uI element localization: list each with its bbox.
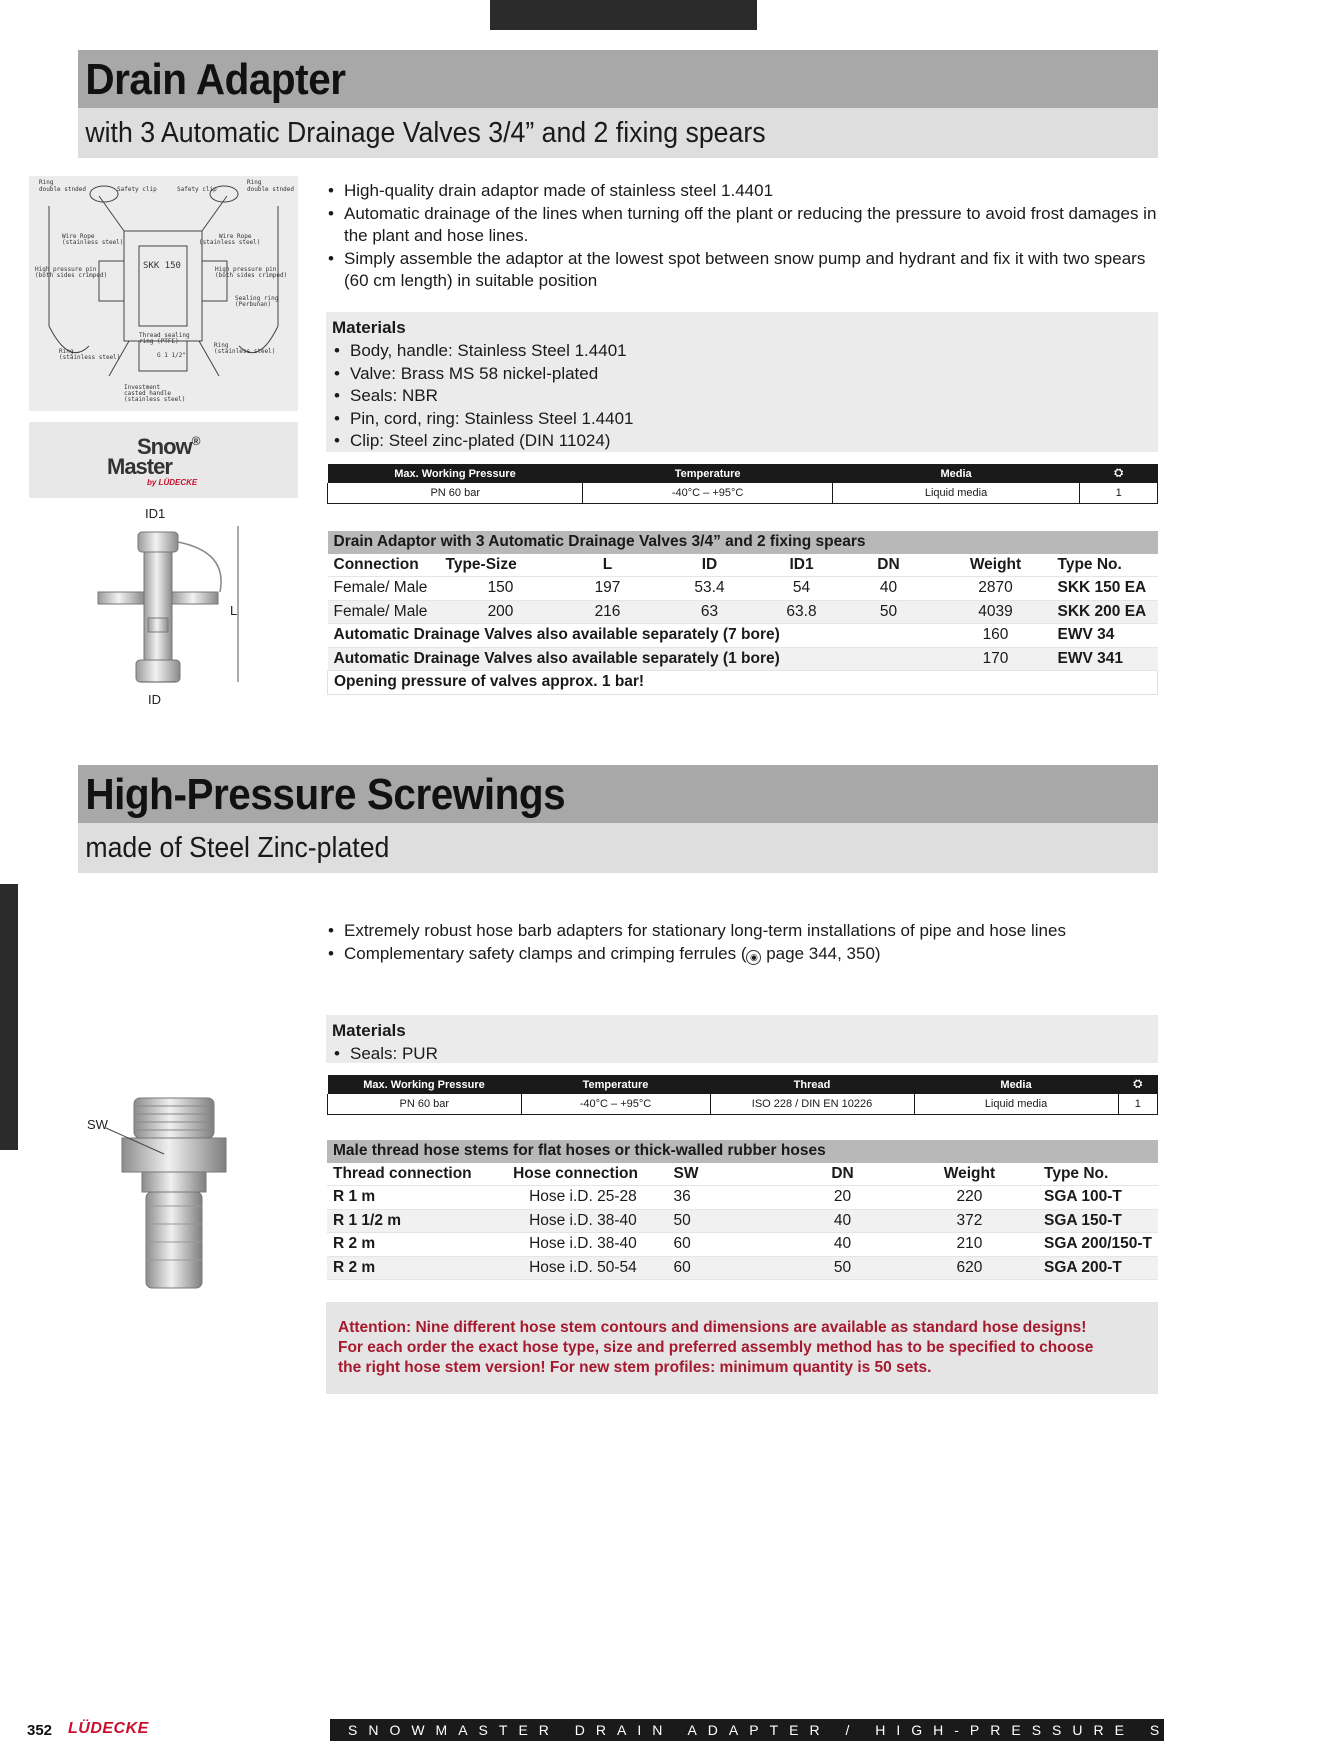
cell: SKK 150 EA	[1052, 577, 1158, 601]
hose-stem-photo	[104, 1094, 254, 1294]
weight-icon: ⛭	[1080, 464, 1158, 483]
col-header: SW	[668, 1163, 785, 1186]
top-tab-marker	[490, 0, 757, 30]
section2-title: High-Pressure Screwings	[85, 770, 566, 819]
cell: R 1 1/2 m	[327, 1209, 507, 1233]
cell: 220	[901, 1186, 1038, 1210]
drawing-label-wire-rope-left-2: (stainless steel)	[62, 239, 124, 246]
col-header: Hose connection	[507, 1163, 667, 1186]
section1-title: Drain Adapter	[85, 55, 346, 104]
label-id: ID	[148, 692, 161, 707]
cell: 50	[838, 600, 940, 624]
section1-product-table	[327, 531, 1158, 695]
table-row	[328, 624, 1158, 648]
table-row	[327, 1256, 1158, 1280]
bullet-text: page 344, 350)	[761, 943, 881, 963]
technical-drawing	[29, 176, 298, 411]
col-header: Connection	[328, 554, 440, 577]
cell: R 2 m	[327, 1256, 507, 1280]
col-header: Thread connection	[327, 1163, 507, 1186]
cell: 40	[784, 1233, 901, 1257]
spec-header: Temperature	[583, 464, 832, 483]
cell: 150	[440, 577, 562, 601]
section2-product-table	[327, 1140, 1158, 1280]
drawing-label-ring-bottom-right: Ring	[214, 342, 229, 349]
col-header: Weight	[901, 1163, 1038, 1186]
cell: 63	[654, 600, 766, 624]
material-item: • Seals: NBR	[332, 385, 1152, 408]
drawing-label-wire-rope-left: Wire Rope	[62, 233, 95, 240]
spec-value: PN 60 bar	[328, 483, 583, 504]
cell: 197	[562, 577, 654, 601]
bullet: • Automatic drainage of the lines when turning off the plant or reducing the pressure to avoid frost damages in the plant and hose lines.	[326, 203, 1161, 248]
col-header: Type No.	[1038, 1163, 1158, 1186]
table-row	[327, 1233, 1158, 1257]
material-item: • Clip: Steel zinc-plated (DIN 11024)	[332, 430, 1152, 453]
spec-header: Thread	[710, 1075, 914, 1094]
side-tab-marker	[0, 884, 18, 1150]
table-row	[328, 671, 1158, 695]
label-id1: ID1	[145, 506, 166, 521]
drawing-label-pin-left: High pressure pin	[35, 266, 97, 273]
drawing-label-safety-clip-2: Safety clip	[177, 186, 217, 193]
weight-icon: ⛭	[1118, 1075, 1158, 1094]
table-row	[328, 577, 1158, 601]
spec-header: Temperature	[521, 1075, 710, 1094]
section2-materials	[326, 1015, 1158, 1063]
cell: 53.4	[654, 577, 766, 601]
drawing-label-investment: Investment	[124, 384, 161, 391]
section1-subtitle: with 3 Automatic Drainage Valves 3/4” and 2 fixing spears	[85, 117, 766, 149]
attention-line: Attention: Nine different hose stem contours and dimensions are available as standard hose designs!	[338, 1319, 1087, 1336]
material-item: • Body, handle: Stainless Steel 1.4401	[332, 340, 1152, 363]
cell: 40	[784, 1209, 901, 1233]
cell: EWV 341	[1052, 647, 1158, 671]
cell: 40	[838, 577, 940, 601]
cell: EWV 34	[1052, 624, 1158, 648]
table-caption: Drain Adaptor with 3 Automatic Drainage Valves 3/4” and 2 fixing spears	[328, 531, 1158, 554]
cell: Hose i.D. 25-28	[507, 1186, 667, 1210]
spec-header: Media	[832, 464, 1080, 483]
col-header: DN	[784, 1163, 901, 1186]
col-header: Weight	[940, 554, 1052, 577]
cell: R 2 m	[327, 1233, 507, 1257]
cell: Automatic Drainage Valves also available separately (1 bore)	[328, 647, 940, 671]
section1-title-bar	[78, 50, 1158, 108]
cell: 216	[562, 600, 654, 624]
drawing-label-sealing-ring: Sealing ring	[235, 295, 279, 302]
spec-value: Liquid media	[832, 483, 1080, 504]
section1-subtitle-bar	[78, 108, 1158, 158]
table-row	[327, 1209, 1158, 1233]
spec-value: -40°C – +95°C	[583, 483, 832, 504]
drawing-label-ring-right: Ring	[247, 179, 262, 186]
cell: 60	[668, 1233, 785, 1257]
drawing-label-ring-left: Ring	[39, 179, 54, 186]
col-header: DN	[838, 554, 940, 577]
cell: SGA 200-T	[1038, 1256, 1158, 1280]
attention-box	[326, 1302, 1158, 1394]
cell: SGA 150-T	[1038, 1209, 1158, 1233]
drawing-label-investment-2: casted handle	[124, 390, 171, 397]
drawing-label-safety-clip-1: Safety clip	[117, 186, 157, 193]
spec-header: Max. Working Pressure	[328, 1075, 522, 1094]
cell: 210	[901, 1233, 1038, 1257]
cell: 50	[668, 1209, 785, 1233]
cell: 170	[940, 647, 1052, 671]
cell: 2870	[940, 577, 1052, 601]
col-header: ID1	[766, 554, 838, 577]
material-item: • Seals: PUR	[332, 1043, 1152, 1066]
bullet: • Simply assemble the adaptor at the lowest spot between snow pump and hydrant and fix it with two spears (60 cm length) in suitable position	[326, 248, 1161, 293]
cell: 36	[668, 1186, 785, 1210]
cell: 620	[901, 1256, 1038, 1280]
materials-heading: Materials	[332, 1021, 406, 1040]
spec-value: -40°C – +95°C	[521, 1094, 710, 1115]
snowmaster-logo	[29, 422, 298, 498]
cell: 63.8	[766, 600, 838, 624]
section1-materials	[326, 312, 1158, 452]
cell: SKK 200 EA	[1052, 600, 1158, 624]
label-l: L	[230, 603, 238, 618]
drain-adapter-photo	[88, 522, 258, 692]
logo-master: Master	[107, 454, 172, 479]
cell: 20	[784, 1186, 901, 1210]
spec-value: ISO 228 / DIN EN 10226	[710, 1094, 914, 1115]
cell: 372	[901, 1209, 1038, 1233]
cell: SGA 200/150-T	[1038, 1233, 1158, 1257]
col-header: ID	[654, 554, 766, 577]
cell: Hose i.D. 38-40	[507, 1233, 667, 1257]
table-note: Opening pressure of valves approx. 1 bar!	[328, 671, 1158, 695]
drawing-label-sealing-ring-2: (Perbunan)	[235, 301, 272, 308]
logo-registered: ®	[191, 434, 200, 448]
attention-line: For each order the exact hose type, size and preferred assembly method has to be specified to choose	[338, 1339, 1094, 1356]
drawing-label-thread-sealing: Thread sealing	[139, 332, 190, 339]
drawing-label-pin-right-2: (both sides crimped)	[215, 272, 288, 279]
col-header: L	[562, 554, 654, 577]
cell: 4039	[940, 600, 1052, 624]
drawing-label-thread: G 1 1/2"	[157, 352, 186, 359]
drawing-label-ring-bottom-right-2: (stainless steel)	[214, 348, 276, 355]
table-row	[328, 600, 1158, 624]
cell: 160	[940, 624, 1052, 648]
label-sw: SW	[87, 1117, 108, 1132]
drawing-label-ring-bottom-left-2: (stainless steel)	[59, 354, 121, 361]
drawing-label-pin-right: High pressure pin	[215, 266, 277, 273]
footer-running-title: SNOWMASTER DRAIN ADAPTER / HIGH-PRESSURE SCREWINGS	[330, 1719, 1164, 1741]
cell: 54	[766, 577, 838, 601]
cell: SGA 100-T	[1038, 1186, 1158, 1210]
section1-bullets	[326, 180, 1161, 293]
material-item: • Pin, cord, ring: Stainless Steel 1.4401	[332, 408, 1152, 431]
drawing-label-investment-3: (stainless steel)	[124, 396, 186, 403]
cell: 200	[440, 600, 562, 624]
drawing-label-wire-rope-right-2: (stainless steel)	[199, 239, 261, 246]
drawing-label-ring-left-2: double stnded	[39, 186, 86, 193]
cell: Hose i.D. 38-40	[507, 1209, 667, 1233]
bullet: • High-quality drain adaptor made of stainless steel 1.4401	[326, 180, 1161, 203]
bullet-text: Complementary safety clamps and crimping ferrules (	[344, 943, 747, 963]
cell: Female/ Male	[328, 577, 440, 601]
logo-snow: Snow	[137, 434, 192, 459]
cell: Automatic Drainage Valves also available separately (7 bore)	[328, 624, 940, 648]
drawing-label-skk: SKK 150	[143, 261, 181, 271]
drawing-label-thread-sealing-2: ring (PTFE)	[139, 338, 179, 345]
cell: 60	[668, 1256, 785, 1280]
materials-list	[332, 1043, 1152, 1066]
eye-icon: ◉	[746, 950, 761, 965]
cell: R 1 m	[327, 1186, 507, 1210]
section2-subtitle-bar	[78, 823, 1158, 873]
attention-line: the right hose stem version! For new stem profiles: minimum quantity is 50 sets.	[338, 1359, 932, 1376]
drawing-label-ring-right-2: double stnded	[247, 186, 294, 193]
footer-brand-logo: LÜDECKE	[68, 1720, 149, 1737]
bullet	[326, 943, 1161, 966]
spec-value: 1	[1118, 1094, 1158, 1115]
spec-value: Liquid media	[914, 1094, 1118, 1115]
materials-list	[332, 340, 1152, 453]
cell: Female/ Male	[328, 600, 440, 624]
col-header: Type No.	[1052, 554, 1158, 577]
page-number: 352	[27, 1722, 53, 1739]
section2-spec-table	[327, 1075, 1158, 1115]
drawing-label-ring-bottom-left: Ring	[59, 348, 74, 355]
spec-value: PN 60 bar	[328, 1094, 522, 1115]
logo-by-ludecke: by LÜDECKE	[147, 478, 198, 487]
material-item: • Valve: Brass MS 58 nickel-plated	[332, 363, 1152, 386]
section2-title-bar	[78, 765, 1158, 823]
drawing-svg	[29, 176, 298, 411]
cell: 50	[784, 1256, 901, 1280]
bullet: • Extremely robust hose barb adapters for stationary long-term installations of pipe and hose lines	[326, 920, 1161, 943]
cell: Hose i.D. 50-54	[507, 1256, 667, 1280]
section1-spec-table	[327, 464, 1158, 504]
spec-header: Media	[914, 1075, 1118, 1094]
spec-header: Max. Working Pressure	[328, 464, 583, 483]
spec-value: 1	[1080, 483, 1158, 504]
table-row	[327, 1186, 1158, 1210]
drawing-label-pin-left-2: (both sides crimped)	[35, 272, 108, 279]
materials-heading: Materials	[332, 318, 406, 337]
table-row	[328, 647, 1158, 671]
table-caption: Male thread hose stems for flat hoses or thick-walled rubber hoses	[327, 1140, 1158, 1163]
drawing-label-wire-rope-right: Wire Rope	[219, 233, 252, 240]
section2-subtitle: made of Steel Zinc-plated	[85, 832, 390, 864]
col-header: Type-Size	[440, 554, 562, 577]
section2-bullets	[326, 920, 1161, 965]
